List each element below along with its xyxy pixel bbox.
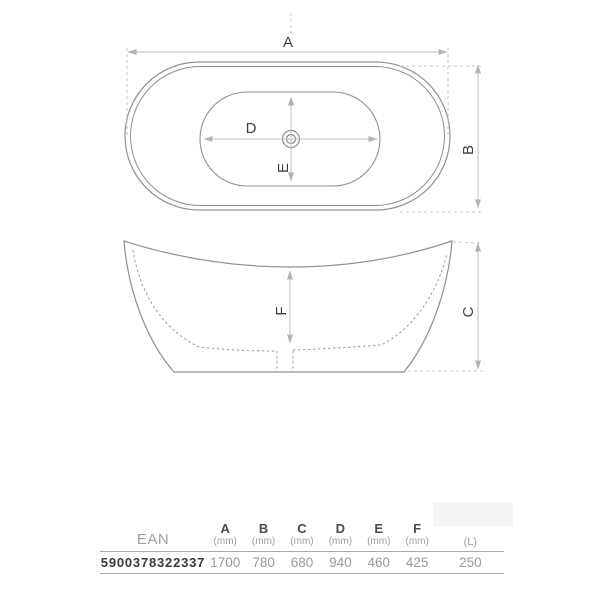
column-unit: (mm)	[290, 536, 314, 547]
column-letter: C	[297, 521, 307, 536]
column-letter: E	[374, 521, 384, 536]
column-header-b	[244, 522, 282, 548]
basin-contour-right	[293, 253, 447, 350]
dim-c-extension-top	[453, 242, 483, 243]
ean-value: 5900378322337	[100, 555, 206, 570]
dim-b-label: B	[460, 144, 477, 156]
tub-top-view	[125, 13, 483, 212]
column-unit: (mm)	[405, 536, 429, 547]
dim-f-label: F	[273, 306, 290, 316]
value-f: 425	[405, 555, 429, 570]
dim-c-label: C	[460, 306, 477, 318]
value-a: 1700	[210, 555, 241, 570]
dim-a-label: A	[282, 34, 294, 51]
column-header-d	[321, 522, 359, 548]
tub-side-view	[124, 241, 484, 372]
column-header-e	[360, 522, 398, 548]
column-letter: A	[220, 521, 230, 536]
dim-d-label: D	[245, 120, 257, 137]
value-c: 680	[290, 555, 314, 570]
dim-e-label: E	[275, 162, 292, 174]
spec-table-header	[100, 504, 504, 551]
liters-column-header: (L)	[463, 536, 478, 548]
ean-column-header: EAN	[136, 531, 170, 548]
value-d: 940	[329, 555, 352, 570]
column-letter: D	[335, 521, 346, 536]
value-b: 780	[252, 555, 275, 570]
column-unit: (mm)	[367, 536, 391, 547]
spec-table-row	[100, 551, 504, 574]
column-letter: B	[258, 521, 269, 536]
column-header-a	[206, 522, 244, 548]
spec-table	[100, 504, 504, 574]
column-header-c	[283, 522, 321, 548]
value-e: 460	[367, 555, 391, 570]
liters-value: 250	[459, 555, 482, 570]
basin-contour-left	[133, 250, 277, 351]
column-unit: (mm)	[328, 536, 353, 547]
column-unit: (mm)	[213, 536, 237, 547]
column-header-f	[398, 522, 436, 548]
column-unit: (mm)	[251, 536, 276, 547]
column-letter: F	[413, 521, 422, 536]
